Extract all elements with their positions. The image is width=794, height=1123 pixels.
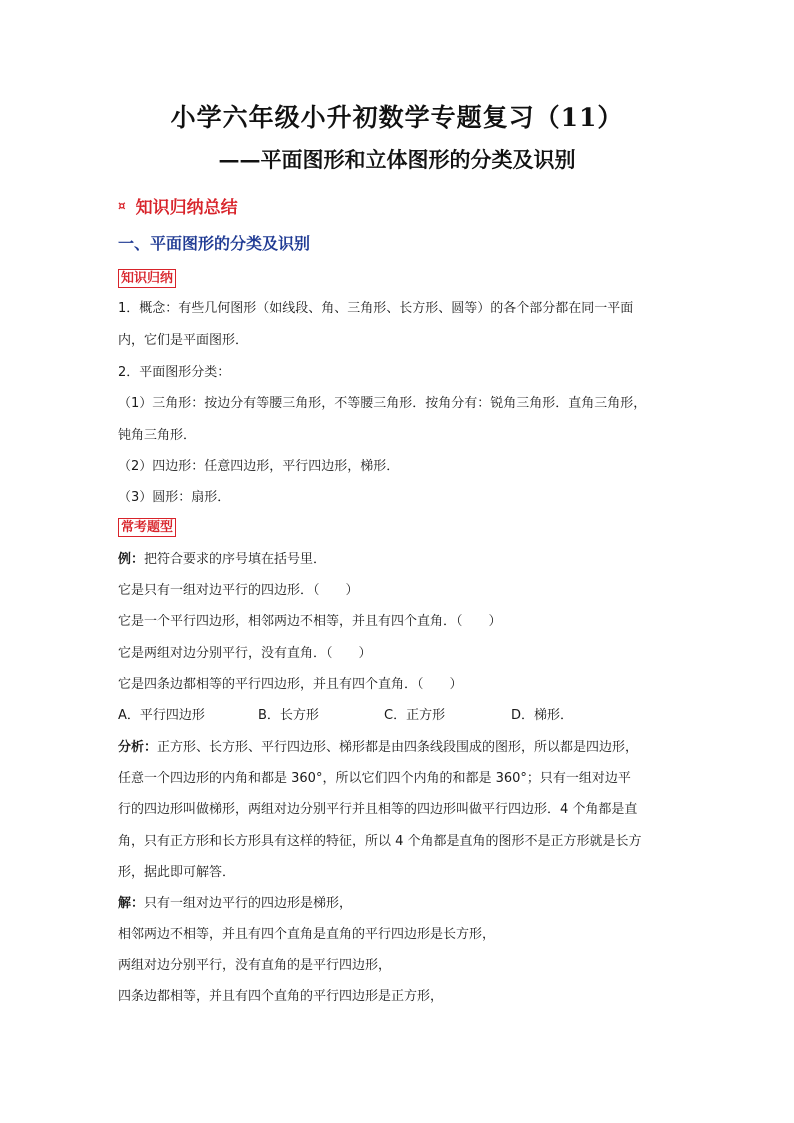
example-label: 例： xyxy=(118,552,145,567)
section-mark-icon: ¤ xyxy=(118,198,126,213)
section-heading-text: 知识归纳总结 xyxy=(135,198,238,218)
example-item: 它是两组对边分别平行，没有直角．（ ） xyxy=(118,646,372,661)
analysis-line xyxy=(118,740,638,756)
option-c: C．正方形 xyxy=(384,708,446,723)
knowledge-line: （3）圆形：扇形． xyxy=(118,490,231,505)
example-prompt-text: 把符合要求的序号填在括号里． xyxy=(144,552,327,567)
solution-label: 解： xyxy=(118,896,145,911)
analysis-text: 正方形、长方形、平行四边形、梯形都是由四条线段围成的图形，所以都是四边形， xyxy=(157,740,639,755)
example-item: 它是四条边都相等的平行四边形，并且有四个直角．（ ） xyxy=(118,677,463,692)
knowledge-line: 内，它们是平面图形． xyxy=(118,333,249,348)
tag-knowledge: 知识归纳 xyxy=(118,269,176,288)
analysis-line: 任意一个四边形的内角和都是 360°，所以它们四个内角的和都是 360°；只有一组对边平 xyxy=(118,771,631,786)
knowledge-line: 2．平面图形分类： xyxy=(118,365,231,380)
section-heading xyxy=(118,193,238,218)
tag-questions: 常考题型 xyxy=(118,518,176,537)
example-prompt xyxy=(118,552,326,568)
page-title: 小学六年级小升初数学专题复习（11） xyxy=(170,103,624,132)
knowledge-line: 钝角三角形． xyxy=(118,428,197,443)
analysis-line: 形，据此即可解答． xyxy=(118,865,236,880)
knowledge-line: 1．概念：有些几何图形（如线段、角、三角形、长方形、圆等）的各个部分都在同一平面 xyxy=(118,301,634,316)
knowledge-line: （1）三角形：按边分有等腰三角形，不等腰三角形．按角分有：锐角三角形．直角三角形， xyxy=(118,396,647,411)
solution-text: 只有一组对边平行的四边形是梯形， xyxy=(144,896,353,911)
analysis-line: 行的四边形叫做梯形，两组对边分别平行并且相等的四边形叫做平行四边形．4 个角都是直 xyxy=(118,802,638,817)
example-item: 它是只有一组对边平行的四边形．（ ） xyxy=(118,583,359,598)
knowledge-line: （2）四边形：任意四边形，平行四边形，梯形． xyxy=(118,459,400,474)
solution-line: 相邻两边不相等，并且有四个直角是直角的平行四边形是长方形， xyxy=(118,927,496,942)
analysis-line: 角，只有正方形和长方形具有这样的特征，所以 4 个角都是直角的图形不是正方形就是长方 xyxy=(118,834,642,849)
option-a: A．平行四边形 xyxy=(118,708,205,723)
option-d: D．梯形． xyxy=(511,708,574,723)
solution-line: 四条边都相等，并且有四个直角的平行四边形是正方形， xyxy=(118,989,444,1004)
solution-line: 两组对边分别平行，没有直角的是平行四边形， xyxy=(118,958,392,973)
part-heading: 一、平面图形的分类及识别 xyxy=(118,234,311,253)
example-item: 它是一个平行四边形，相邻两边不相等，并且有四个直角．（ ） xyxy=(118,614,502,629)
option-b: B．长方形 xyxy=(258,708,319,723)
solution-line xyxy=(118,896,352,912)
analysis-label: 分析： xyxy=(118,740,158,755)
page-subtitle: ——平面图形和立体图形的分类及识别 xyxy=(218,147,576,172)
